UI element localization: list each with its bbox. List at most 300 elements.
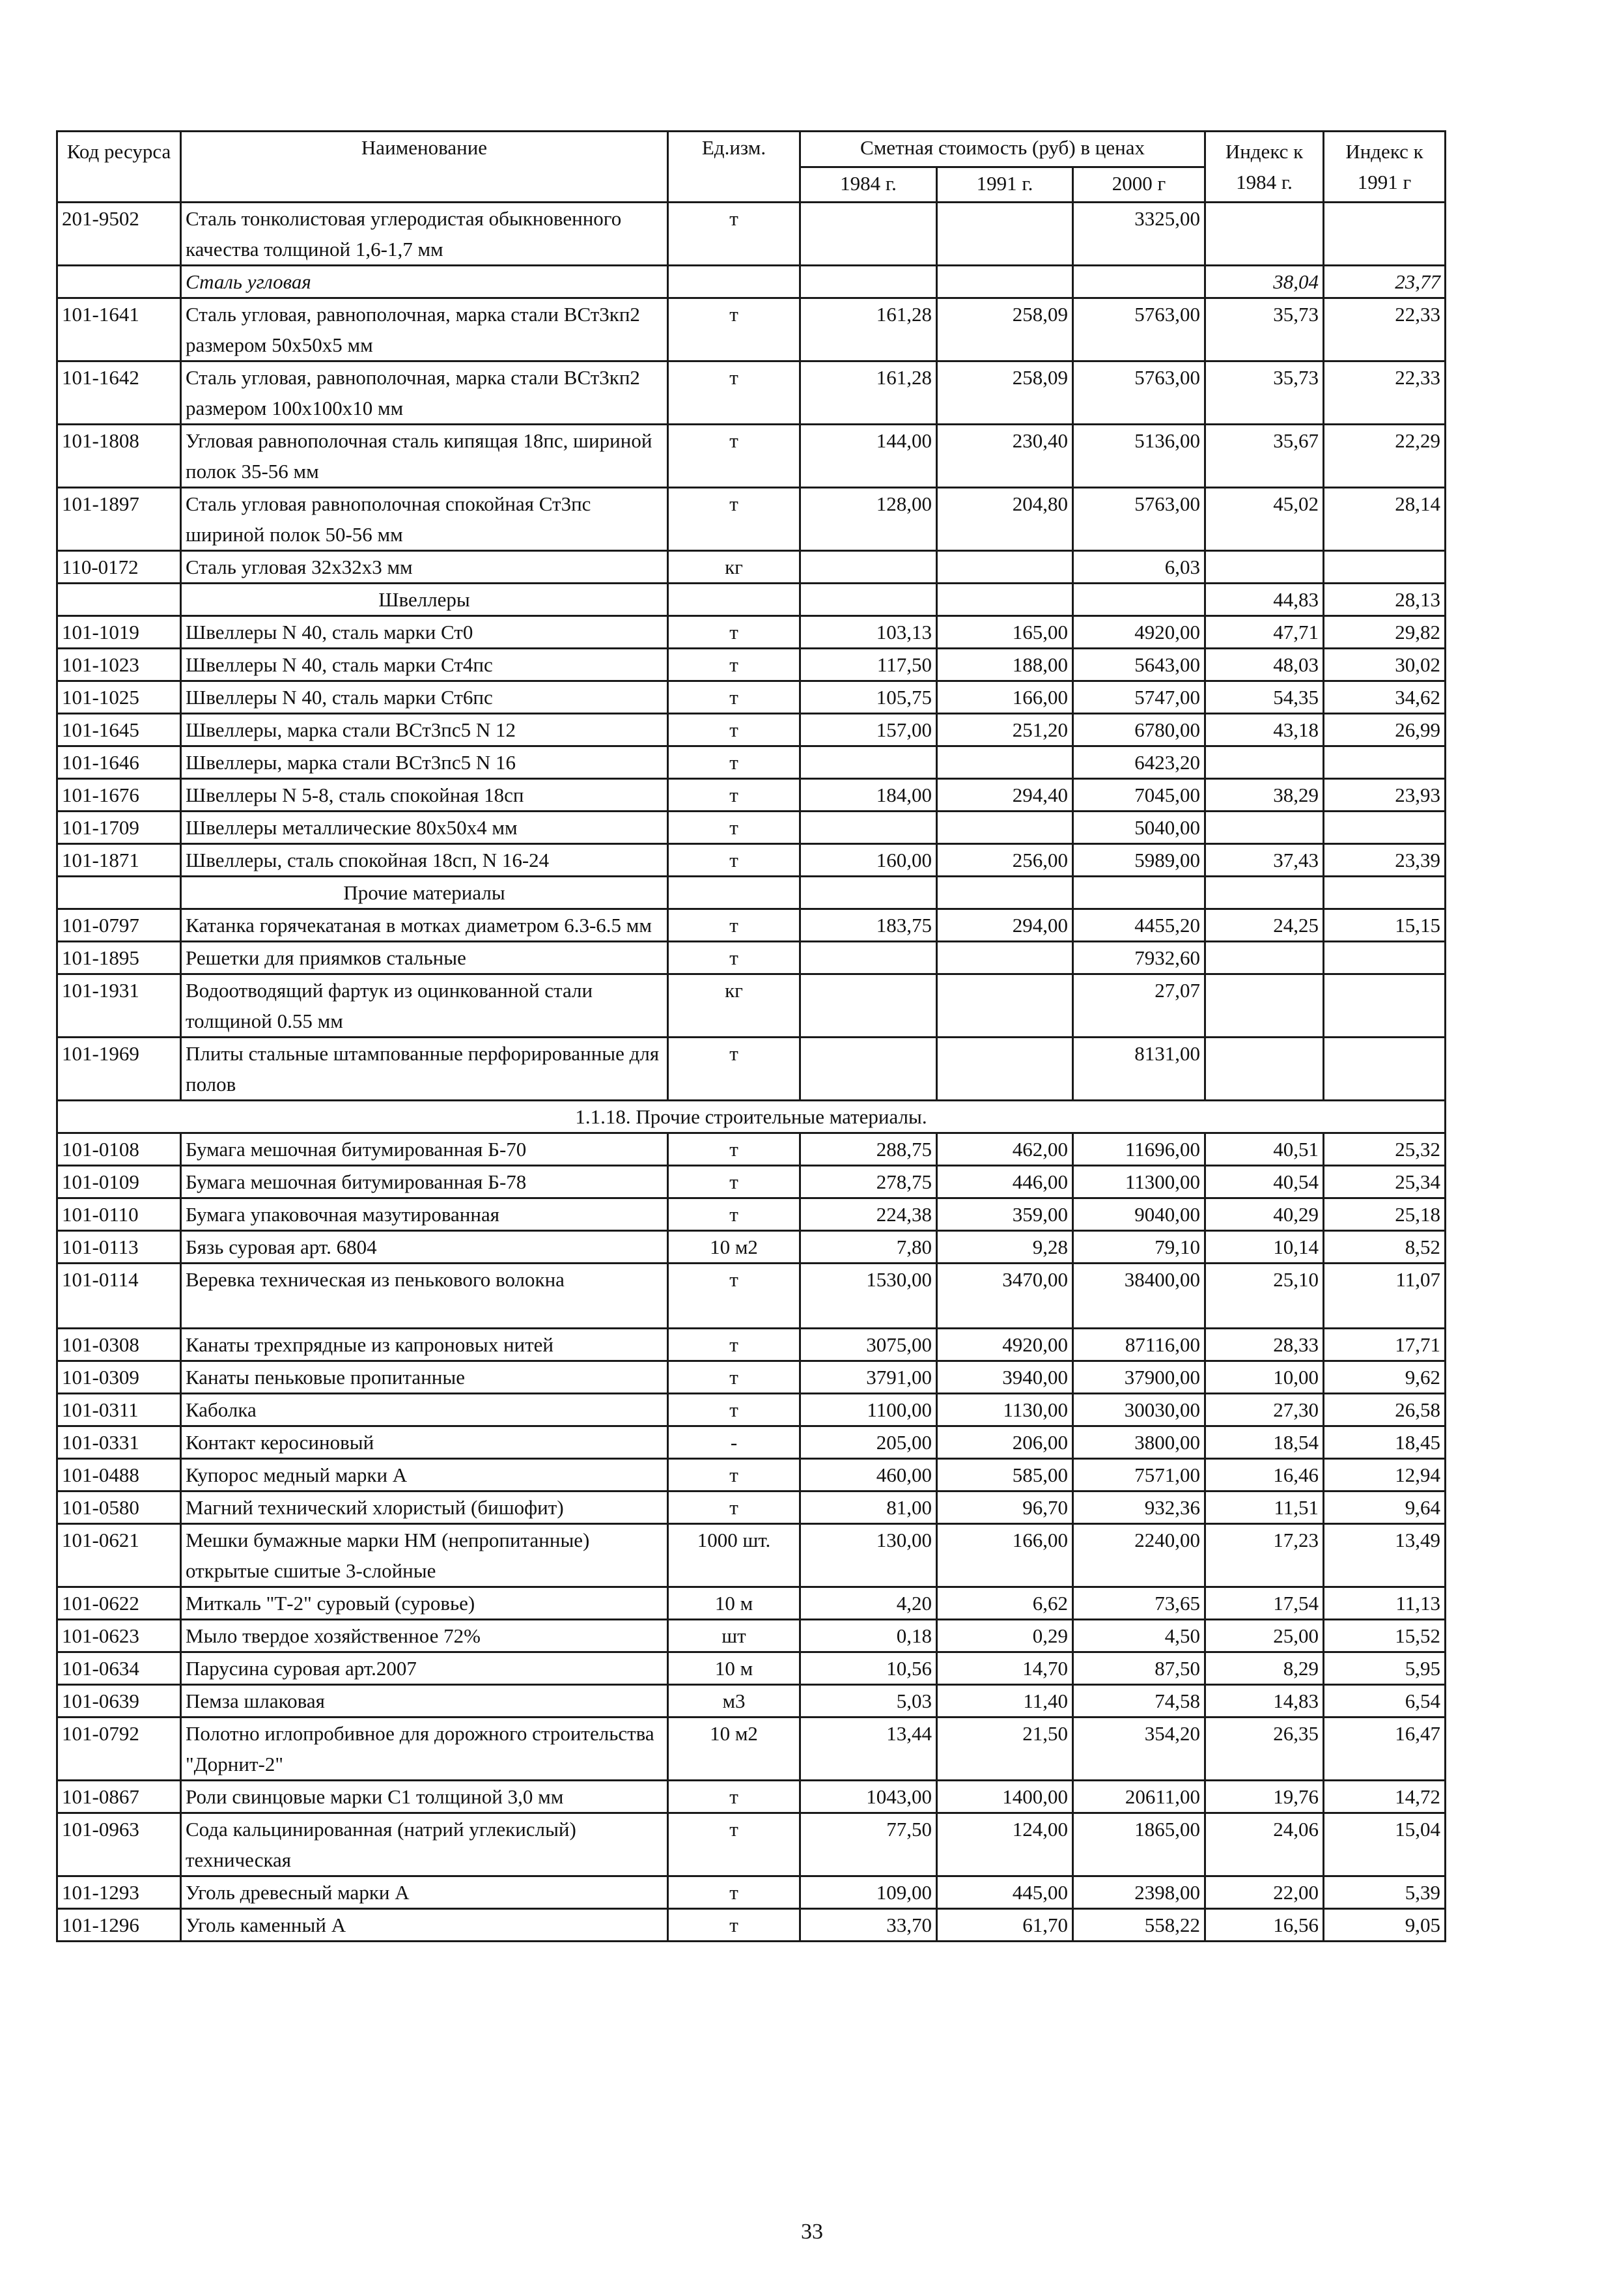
group-p1984-empty [800, 877, 937, 909]
price-2000: 7045,00 [1073, 779, 1205, 812]
price-1991: 1130,00 [937, 1394, 1073, 1426]
index-to-1984: 10,00 [1205, 1361, 1324, 1394]
price-2000: 5643,00 [1073, 649, 1205, 681]
price-1984 [800, 551, 937, 584]
resource-code: 101-1642 [57, 361, 181, 425]
price-1984: 33,70 [800, 1909, 937, 1942]
resource-code: 101-0114 [57, 1264, 181, 1329]
table-row [57, 1491, 1446, 1524]
resource-name: Сталь угловая 32х32х3 мм [181, 551, 668, 584]
index-to-1991: 14,72 [1324, 1781, 1446, 1813]
price-2000: 5763,00 [1073, 361, 1205, 425]
resource-code: 101-0331 [57, 1426, 181, 1459]
price-1991: 206,00 [937, 1426, 1073, 1459]
unit-of-measure: т [668, 779, 800, 812]
index-to-1984: 45,02 [1205, 488, 1324, 551]
price-1991: 256,00 [937, 844, 1073, 877]
index-to-1984 [1205, 812, 1324, 844]
index-to-1991: 9,05 [1324, 1909, 1446, 1942]
price-2000: 7932,60 [1073, 942, 1205, 974]
index-to-1984: 16,56 [1205, 1909, 1324, 1942]
unit-of-measure: т [668, 488, 800, 551]
price-2000: 1865,00 [1073, 1813, 1205, 1876]
index-to-1984: 48,03 [1205, 649, 1324, 681]
unit-of-measure: - [668, 1426, 800, 1459]
page-number: 33 [801, 2220, 823, 2244]
price-1984: 4,20 [800, 1587, 937, 1620]
unit-of-measure: т [668, 812, 800, 844]
section-unit-empty [668, 266, 800, 298]
unit-of-measure: кг [668, 974, 800, 1038]
group-index-1991 [1324, 877, 1446, 909]
resource-code: 201-9502 [57, 203, 181, 266]
index-to-1991: 5,95 [1324, 1652, 1446, 1685]
resource-code: 101-0108 [57, 1133, 181, 1166]
index-to-1991: 18,45 [1324, 1426, 1446, 1459]
resource-name: Бумага мешочная битумированная Б-70 [181, 1133, 668, 1166]
table-row [57, 1813, 1446, 1876]
price-1984: 278,75 [800, 1166, 937, 1198]
unit-of-measure: т [668, 681, 800, 714]
price-1991: 3940,00 [937, 1361, 1073, 1394]
group-p1984-empty [800, 584, 937, 616]
price-1984: 10,56 [800, 1652, 937, 1685]
index-to-1984 [1205, 203, 1324, 266]
price-2000: 9040,00 [1073, 1198, 1205, 1231]
price-2000: 4920,00 [1073, 616, 1205, 649]
table-row [57, 488, 1446, 551]
table-row [57, 974, 1446, 1038]
price-1984: 128,00 [800, 488, 937, 551]
resource-name: Веревка техническая из пенькового волокна [181, 1264, 668, 1329]
table-row [57, 1652, 1446, 1685]
price-table [56, 130, 1446, 1942]
resource-code: 101-0309 [57, 1361, 181, 1394]
table-row [57, 616, 1446, 649]
index-to-1991: 9,62 [1324, 1361, 1446, 1394]
price-1991 [937, 1038, 1073, 1101]
group-index-1984 [1205, 877, 1324, 909]
index-to-1991: 22,33 [1324, 298, 1446, 361]
index-to-1991 [1324, 1038, 1446, 1101]
index-to-1991 [1324, 551, 1446, 584]
price-1984: 109,00 [800, 1876, 937, 1909]
price-1991 [937, 974, 1073, 1038]
index-to-1984: 11,51 [1205, 1491, 1324, 1524]
group-p1991-empty [937, 877, 1073, 909]
index-to-1984: 28,33 [1205, 1329, 1324, 1361]
index-to-1984: 35,67 [1205, 425, 1324, 488]
resource-code: 101-0623 [57, 1620, 181, 1652]
index-to-1984: 27,30 [1205, 1394, 1324, 1426]
index-to-1984 [1205, 974, 1324, 1038]
header-code: Код ресурса [57, 132, 181, 203]
index-to-1984: 8,29 [1205, 1652, 1324, 1685]
section-index-1991: 23,77 [1324, 266, 1446, 298]
section-p1984-empty [800, 266, 937, 298]
price-1991: 96,70 [937, 1491, 1073, 1524]
chapter-row [57, 1101, 1446, 1133]
table-row [57, 1166, 1446, 1198]
price-2000: 3325,00 [1073, 203, 1205, 266]
header-year-1991: 1991 г. [937, 167, 1073, 203]
header-index-1984: Индекс к 1984 г. [1205, 132, 1324, 203]
table-row [57, 1426, 1446, 1459]
unit-of-measure: т [668, 1264, 800, 1329]
unit-of-measure: т [668, 1166, 800, 1198]
resource-name: Пемза шлаковая [181, 1685, 668, 1717]
resource-name: Швеллеры, сталь спокойная 18сп, N 16-24 [181, 844, 668, 877]
price-1984: 183,75 [800, 909, 937, 942]
resource-code: 101-1969 [57, 1038, 181, 1101]
group-title: Швеллеры [181, 584, 668, 616]
index-to-1984: 43,18 [1205, 714, 1324, 746]
resource-name: Решетки для приямков стальные [181, 942, 668, 974]
table-row [57, 714, 1446, 746]
price-2000: 87116,00 [1073, 1329, 1205, 1361]
index-to-1984: 17,23 [1205, 1524, 1324, 1587]
index-to-1991: 28,14 [1324, 488, 1446, 551]
resource-name: Мыло твердое хозяйственное 72% [181, 1620, 668, 1652]
price-1984 [800, 1038, 937, 1101]
resource-name: Канаты трехпрядные из капроновых нитей [181, 1329, 668, 1361]
unit-of-measure: шт [668, 1620, 800, 1652]
index-to-1991: 11,07 [1324, 1264, 1446, 1329]
table-row [57, 844, 1446, 877]
index-to-1984: 16,46 [1205, 1459, 1324, 1491]
header-index-1991: Индекс к 1991 г [1324, 132, 1446, 203]
price-1984: 3075,00 [800, 1329, 937, 1361]
resource-code: 101-1931 [57, 974, 181, 1038]
resource-name: Катанка горячекатаная в мотках диаметром 6.3-6.5 мм [181, 909, 668, 942]
price-1991: 204,80 [937, 488, 1073, 551]
unit-of-measure: т [668, 844, 800, 877]
resource-name: Купорос медный марки А [181, 1459, 668, 1491]
resource-code: 101-1296 [57, 1909, 181, 1942]
header-year-1984: 1984 г. [800, 167, 937, 203]
resource-name: Уголь древесный марки А [181, 1876, 668, 1909]
unit-of-measure: т [668, 649, 800, 681]
header-unit: Ед.изм. [668, 132, 800, 203]
price-1984: 1043,00 [800, 1781, 937, 1813]
group-p2000-empty [1073, 584, 1205, 616]
resource-code: 101-1641 [57, 298, 181, 361]
price-1991: 258,09 [937, 298, 1073, 361]
index-to-1984: 18,54 [1205, 1426, 1324, 1459]
price-2000: 354,20 [1073, 1717, 1205, 1781]
price-2000: 11300,00 [1073, 1166, 1205, 1198]
table-row [57, 1394, 1446, 1426]
price-2000: 5747,00 [1073, 681, 1205, 714]
price-1984: 5,03 [800, 1685, 937, 1717]
unit-of-measure: т [668, 1133, 800, 1166]
resource-code: 101-1646 [57, 746, 181, 779]
price-2000: 8131,00 [1073, 1038, 1205, 1101]
resource-code: 101-0622 [57, 1587, 181, 1620]
resource-name: Полотно иглопробивное для дорожного строительства "Дорнит-2" [181, 1717, 668, 1781]
price-2000: 5763,00 [1073, 488, 1205, 551]
price-1991: 0,29 [937, 1620, 1073, 1652]
resource-code: 101-0488 [57, 1459, 181, 1491]
resource-code: 101-1871 [57, 844, 181, 877]
group-p1991-empty [937, 584, 1073, 616]
index-to-1991: 29,82 [1324, 616, 1446, 649]
resource-name: Угловая равнополочная сталь кипящая 18пс, шириной полок 35-56 мм [181, 425, 668, 488]
table-row [57, 1876, 1446, 1909]
unit-of-measure: 10 м2 [668, 1231, 800, 1264]
price-1984 [800, 942, 937, 974]
resource-name: Швеллеры, марка стали ВСт3пс5 N 12 [181, 714, 668, 746]
resource-code: 101-1293 [57, 1876, 181, 1909]
price-2000: 5763,00 [1073, 298, 1205, 361]
table-row [57, 1717, 1446, 1781]
table-row [57, 1524, 1446, 1587]
price-2000: 2240,00 [1073, 1524, 1205, 1587]
price-1984 [800, 203, 937, 266]
price-1991: 258,09 [937, 361, 1073, 425]
index-to-1991 [1324, 812, 1446, 844]
index-to-1984: 25,00 [1205, 1620, 1324, 1652]
resource-name: Сода кальцинированная (натрий углекислый) техническая [181, 1813, 668, 1876]
resource-code: 101-0621 [57, 1524, 181, 1587]
resource-code: 110-0172 [57, 551, 181, 584]
price-1984: 130,00 [800, 1524, 937, 1587]
price-2000: 5989,00 [1073, 844, 1205, 877]
unit-of-measure: т [668, 746, 800, 779]
price-1984: 1100,00 [800, 1394, 937, 1426]
price-1991 [937, 746, 1073, 779]
section-row [57, 266, 1446, 298]
resource-name: Мешки бумажные марки НМ (непропитанные) открытые сшитые 3-слойные [181, 1524, 668, 1587]
section-index-1984: 38,04 [1205, 266, 1324, 298]
price-1984: 160,00 [800, 844, 937, 877]
index-to-1984: 40,29 [1205, 1198, 1324, 1231]
resource-name: Швеллеры N 40, сталь марки Ст6пс [181, 681, 668, 714]
unit-of-measure: т [668, 298, 800, 361]
price-1991: 230,40 [937, 425, 1073, 488]
price-2000: 79,10 [1073, 1231, 1205, 1264]
section-p1991-empty [937, 266, 1073, 298]
table-row [57, 298, 1446, 361]
resource-name: Плиты стальные штампованные перфорированные для полов [181, 1038, 668, 1101]
price-1991: 294,00 [937, 909, 1073, 942]
group-row [57, 877, 1446, 909]
resource-code: 101-0580 [57, 1491, 181, 1524]
unit-of-measure: т [668, 425, 800, 488]
price-1991: 445,00 [937, 1876, 1073, 1909]
price-1991: 188,00 [937, 649, 1073, 681]
index-to-1984: 22,00 [1205, 1876, 1324, 1909]
price-2000: 2398,00 [1073, 1876, 1205, 1909]
unit-of-measure: т [668, 1491, 800, 1524]
price-1991: 6,62 [937, 1587, 1073, 1620]
index-to-1991: 9,64 [1324, 1491, 1446, 1524]
index-to-1991: 17,71 [1324, 1329, 1446, 1361]
index-to-1984: 24,25 [1205, 909, 1324, 942]
group-index-1991: 28,13 [1324, 584, 1446, 616]
unit-of-measure: т [668, 909, 800, 942]
table-row [57, 361, 1446, 425]
table-row [57, 1329, 1446, 1361]
resource-code: 101-0109 [57, 1166, 181, 1198]
group-title: Прочие материалы [181, 877, 668, 909]
resource-name: Бязь суровая арт. 6804 [181, 1231, 668, 1264]
index-to-1991: 15,15 [1324, 909, 1446, 942]
resource-name: Швеллеры N 5-8, сталь спокойная 18сп [181, 779, 668, 812]
table-row [57, 909, 1446, 942]
index-to-1991: 25,32 [1324, 1133, 1446, 1166]
price-1984: 1530,00 [800, 1264, 937, 1329]
index-to-1991: 25,34 [1324, 1166, 1446, 1198]
resource-code: 101-1808 [57, 425, 181, 488]
index-to-1991: 22,33 [1324, 361, 1446, 425]
unit-of-measure: т [668, 1781, 800, 1813]
table-row [57, 1781, 1446, 1813]
price-1984: 0,18 [800, 1620, 937, 1652]
index-to-1991: 30,02 [1324, 649, 1446, 681]
resource-code: 101-1897 [57, 488, 181, 551]
table-row [57, 1909, 1446, 1942]
price-1991: 124,00 [937, 1813, 1073, 1876]
group-code-empty [57, 877, 181, 909]
price-1984 [800, 812, 937, 844]
table-row [57, 681, 1446, 714]
index-to-1991: 26,58 [1324, 1394, 1446, 1426]
price-1991: 251,20 [937, 714, 1073, 746]
index-to-1991 [1324, 203, 1446, 266]
index-to-1991: 15,52 [1324, 1620, 1446, 1652]
section-code-empty [57, 266, 181, 298]
table-row [57, 649, 1446, 681]
price-1984: 144,00 [800, 425, 937, 488]
price-2000: 11696,00 [1073, 1133, 1205, 1166]
price-2000: 5136,00 [1073, 425, 1205, 488]
unit-of-measure: т [668, 1909, 800, 1942]
index-to-1991: 34,62 [1324, 681, 1446, 714]
index-to-1984: 37,43 [1205, 844, 1324, 877]
table-row [57, 1459, 1446, 1491]
resource-name: Миткаль "Т-2" суровый (суровье) [181, 1587, 668, 1620]
resource-code: 101-0639 [57, 1685, 181, 1717]
unit-of-measure: т [668, 1813, 800, 1876]
unit-of-measure: т [668, 616, 800, 649]
price-1984: 117,50 [800, 649, 937, 681]
resource-code: 101-0792 [57, 1717, 181, 1781]
index-to-1991: 26,99 [1324, 714, 1446, 746]
price-1984: 161,28 [800, 361, 937, 425]
resource-name: Сталь угловая равнополочная спокойная Ст3пс шириной полок 50-56 мм [181, 488, 668, 551]
resource-code: 101-0110 [57, 1198, 181, 1231]
price-2000: 4455,20 [1073, 909, 1205, 942]
table-header [57, 132, 1446, 203]
resource-code: 101-0308 [57, 1329, 181, 1361]
price-1991: 359,00 [937, 1198, 1073, 1231]
index-to-1984: 47,71 [1205, 616, 1324, 649]
resource-code: 101-0797 [57, 909, 181, 942]
index-to-1991 [1324, 942, 1446, 974]
unit-of-measure: т [668, 361, 800, 425]
price-2000: 27,07 [1073, 974, 1205, 1038]
price-1991: 61,70 [937, 1909, 1073, 1942]
index-to-1984: 35,73 [1205, 361, 1324, 425]
price-1984: 105,75 [800, 681, 937, 714]
price-1991: 166,00 [937, 1524, 1073, 1587]
price-1991: 3470,00 [937, 1264, 1073, 1329]
index-to-1984 [1205, 1038, 1324, 1101]
unit-of-measure: 10 м2 [668, 1717, 800, 1781]
price-2000: 38400,00 [1073, 1264, 1205, 1329]
header-cost-group: Сметная стоимость (руб) в ценах [800, 132, 1205, 167]
price-1991 [937, 942, 1073, 974]
price-2000: 74,58 [1073, 1685, 1205, 1717]
table-row [57, 1264, 1446, 1329]
price-2000: 87,50 [1073, 1652, 1205, 1685]
resource-code: 101-0963 [57, 1813, 181, 1876]
resource-name: Швеллеры металлические 80х50х4 мм [181, 812, 668, 844]
table-row [57, 551, 1446, 584]
index-to-1991: 6,54 [1324, 1685, 1446, 1717]
price-1991: 11,40 [937, 1685, 1073, 1717]
price-1991: 21,50 [937, 1717, 1073, 1781]
resource-code: 101-1709 [57, 812, 181, 844]
index-to-1984: 38,29 [1205, 779, 1324, 812]
unit-of-measure: т [668, 942, 800, 974]
resource-name: Каболка [181, 1394, 668, 1426]
resource-name: Магний технический хлористый (бишофит) [181, 1491, 668, 1524]
unit-of-measure: 10 м [668, 1587, 800, 1620]
table-row [57, 812, 1446, 844]
table-row [57, 1231, 1446, 1264]
unit-of-measure: 10 м [668, 1652, 800, 1685]
index-to-1984: 10,14 [1205, 1231, 1324, 1264]
resource-name: Швеллеры N 40, сталь марки Ст4пс [181, 649, 668, 681]
table-row [57, 942, 1446, 974]
resource-code: 101-1645 [57, 714, 181, 746]
index-to-1991: 12,94 [1324, 1459, 1446, 1491]
index-to-1991: 15,04 [1324, 1813, 1446, 1876]
chapter-title: 1.1.18. Прочие строительные материалы. [57, 1101, 1446, 1133]
unit-of-measure: т [668, 1361, 800, 1394]
resource-name: Сталь угловая, равнополочная, марка стали ВСт3кп2 размером 100х100х10 мм [181, 361, 668, 425]
price-1991: 165,00 [937, 616, 1073, 649]
group-row [57, 584, 1446, 616]
resource-name: Парусина суровая арт.2007 [181, 1652, 668, 1685]
resource-name: Водоотводящий фартук из оцинкованной стали толщиной 0.55 мм [181, 974, 668, 1038]
group-p2000-empty [1073, 877, 1205, 909]
table-row [57, 425, 1446, 488]
group-unit-empty [668, 584, 800, 616]
group-code-empty [57, 584, 181, 616]
price-1984: 460,00 [800, 1459, 937, 1491]
table-row [57, 1133, 1446, 1166]
price-2000: 73,65 [1073, 1587, 1205, 1620]
index-to-1984: 24,06 [1205, 1813, 1324, 1876]
price-1984: 161,28 [800, 298, 937, 361]
price-2000: 558,22 [1073, 1909, 1205, 1942]
index-to-1991: 16,47 [1324, 1717, 1446, 1781]
unit-of-measure: т [668, 1876, 800, 1909]
index-to-1991: 11,13 [1324, 1587, 1446, 1620]
resource-name: Роли свинцовые марки С1 толщиной 3,0 мм [181, 1781, 668, 1813]
table-row [57, 1361, 1446, 1394]
index-to-1991 [1324, 974, 1446, 1038]
resource-name: Бумага мешочная битумированная Б-78 [181, 1166, 668, 1198]
price-2000: 932,36 [1073, 1491, 1205, 1524]
price-1991: 14,70 [937, 1652, 1073, 1685]
resource-code: 101-1895 [57, 942, 181, 974]
table-row [57, 1620, 1446, 1652]
index-to-1984: 40,54 [1205, 1166, 1324, 1198]
